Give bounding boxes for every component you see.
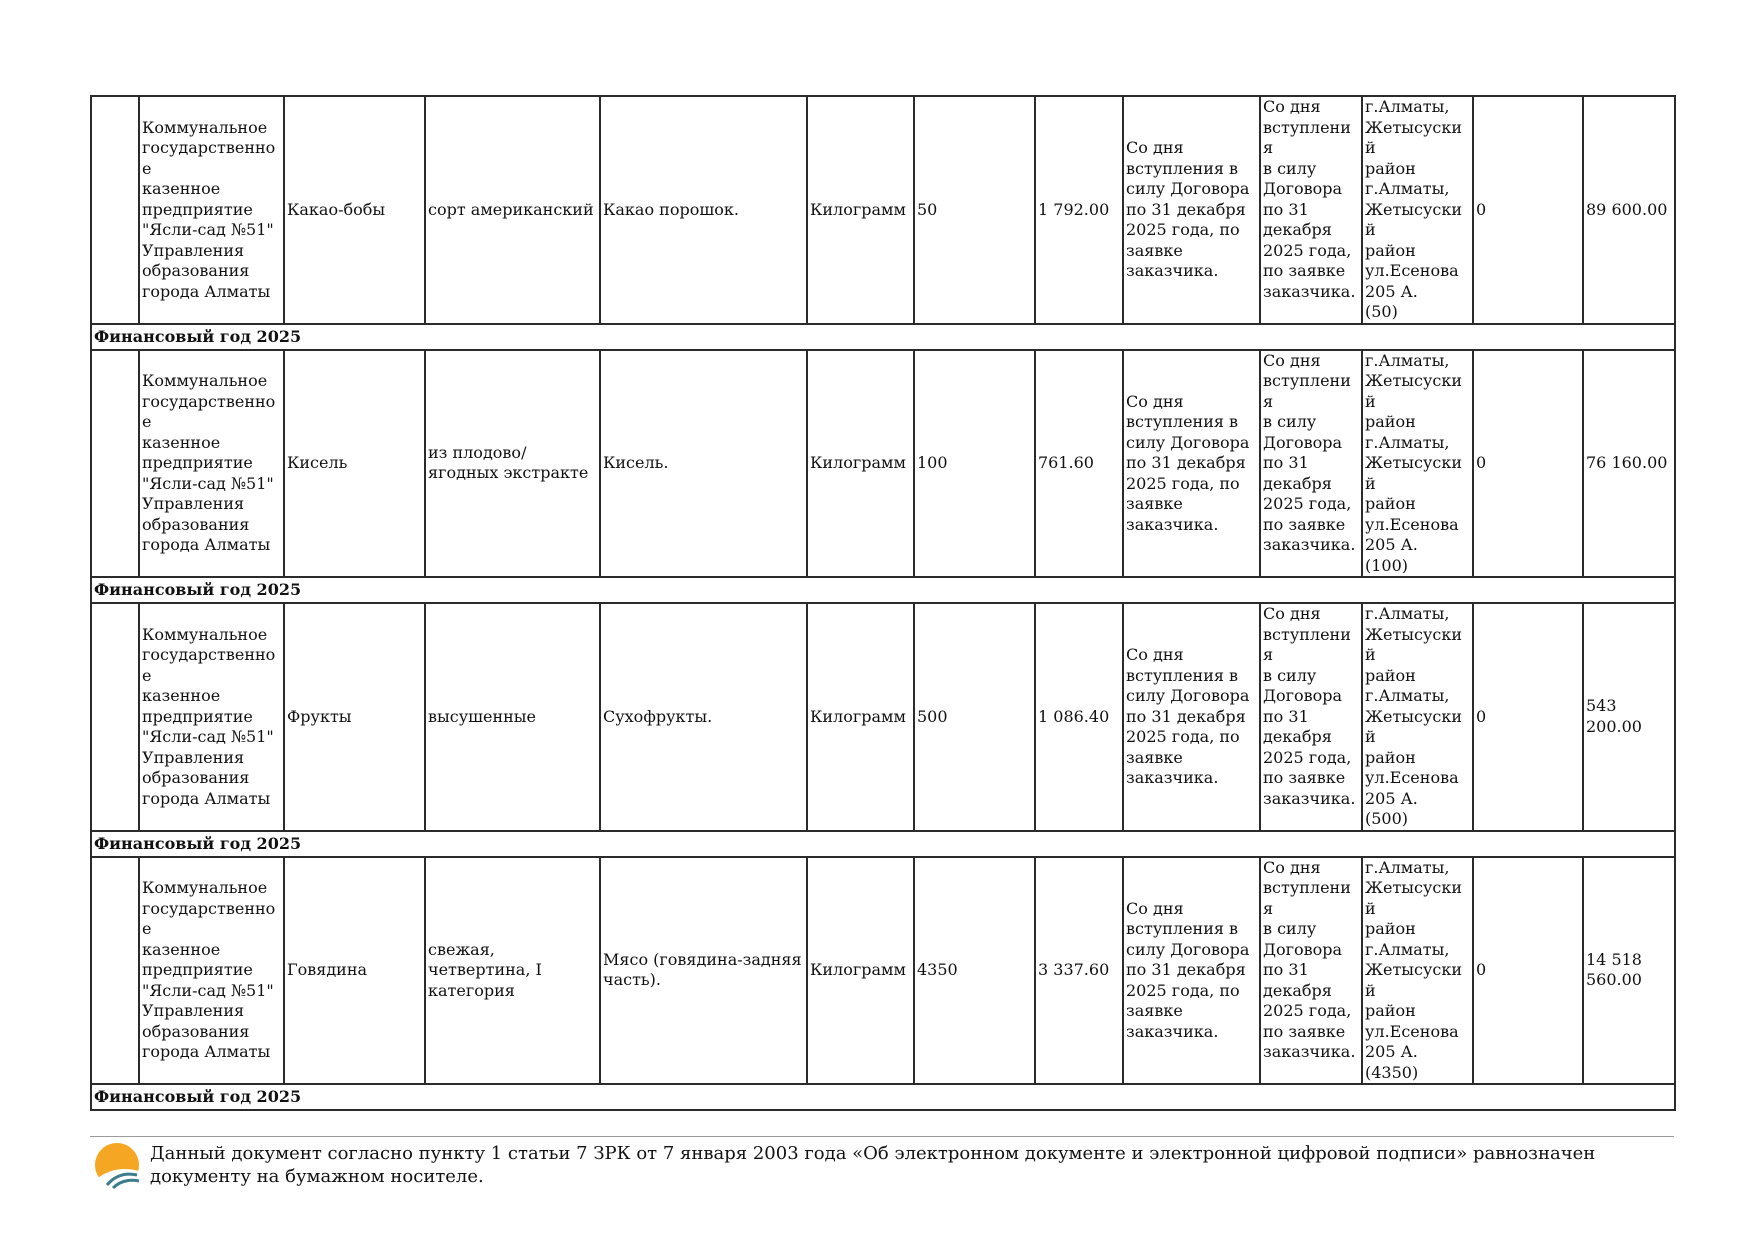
advance-cell: 0	[1473, 96, 1583, 324]
item-name-cell: Кисель	[284, 350, 425, 578]
unit-cell: Килограмм	[807, 603, 914, 831]
financial-year-row	[91, 577, 1675, 603]
item-name-cell: Какао-бобы	[284, 96, 425, 324]
unit-cell: Килограмм	[807, 96, 914, 324]
unit-cell: Килограмм	[807, 350, 914, 578]
row-number-cell	[91, 96, 139, 324]
financial-year-label: Финансовый год 2025	[91, 324, 1675, 350]
delivery-place-cell: г.Алматы, Жетысуский район г.Алматы, Жетысуский район ул.Есенова 205 А. (4350)	[1362, 857, 1473, 1085]
customer-cell: Коммунальное государственное казенное предприятие "Ясли-сад №51" Управления образования города Алматы	[139, 96, 284, 324]
footer-legal-notice: Данный документ согласно пункту 1 статьи 7 ЗРК от 7 января 2003 года «Об электронном документе и электронной цифровой подписи» равнозначен документу на бумажном носителе.	[150, 1143, 1596, 1187]
extra-characteristic-cell: Мясо (говядина-задняя часть).	[600, 857, 807, 1085]
extra-characteristic-cell: Кисель.	[600, 350, 807, 578]
egov-sun-logo-icon	[93, 1141, 143, 1191]
extra-characteristic-cell: Какао порошок.	[600, 96, 807, 324]
financial-year-row	[91, 1084, 1675, 1110]
delivery-place-cell: г.Алматы, Жетысуский район г.Алматы, Жетысуский район ул.Есенова 205 А. (100)	[1362, 350, 1473, 578]
advance-cell: 0	[1473, 857, 1583, 1085]
table-row	[91, 350, 1675, 578]
delivery-term-cell: Со дня вступления в силу Договора по 31 декабря 2025 года, по заявке заказчика.	[1260, 857, 1362, 1085]
table-row	[91, 857, 1675, 1085]
financial-year-label: Финансовый год 2025	[91, 831, 1675, 857]
extra-characteristic-cell: Сухофрукты.	[600, 603, 807, 831]
quantity-cell: 4350	[914, 857, 1035, 1085]
table-row	[91, 96, 1675, 324]
price-cell: 3 337.60	[1035, 857, 1123, 1085]
procurement-table	[90, 95, 1676, 1111]
total-cell: 14 518 560.00	[1583, 857, 1675, 1085]
price-cell: 1 792.00	[1035, 96, 1123, 324]
item-name-cell: Говядина	[284, 857, 425, 1085]
unit-cell: Килограмм	[807, 857, 914, 1085]
delivery-term-cell: Со дня вступления в силу Договора по 31 декабря 2025 года, по заявке заказчика.	[1260, 350, 1362, 578]
row-number-cell	[91, 857, 139, 1085]
row-number-cell	[91, 350, 139, 578]
price-cell: 761.60	[1035, 350, 1123, 578]
term-cell: Со дня вступления в силу Договора по 31 декабря 2025 года, по заявке заказчика.	[1123, 350, 1260, 578]
quantity-cell: 50	[914, 96, 1035, 324]
characteristic-cell: высушенные	[425, 603, 600, 831]
quantity-cell: 100	[914, 350, 1035, 578]
footer-divider	[90, 1136, 1674, 1137]
total-cell: 89 600.00	[1583, 96, 1675, 324]
customer-cell: Коммунальное государственное казенное предприятие "Ясли-сад №51" Управления образования города Алматы	[139, 603, 284, 831]
total-cell: 543 200.00	[1583, 603, 1675, 831]
quantity-cell: 500	[914, 603, 1035, 831]
price-cell: 1 086.40	[1035, 603, 1123, 831]
financial-year-label: Финансовый год 2025	[91, 1084, 1675, 1110]
financial-year-row	[91, 831, 1675, 857]
item-name-cell: Фрукты	[284, 603, 425, 831]
term-cell: Со дня вступления в силу Договора по 31 декабря 2025 года, по заявке заказчика.	[1123, 857, 1260, 1085]
total-cell: 76 160.00	[1583, 350, 1675, 578]
row-number-cell	[91, 603, 139, 831]
customer-cell: Коммунальное государственное казенное предприятие "Ясли-сад №51" Управления образования города Алматы	[139, 857, 284, 1085]
characteristic-cell: из плодово/ ягодных экстракте	[425, 350, 600, 578]
customer-cell: Коммунальное государственное казенное предприятие "Ясли-сад №51" Управления образования города Алматы	[139, 350, 284, 578]
financial-year-label: Финансовый год 2025	[91, 577, 1675, 603]
advance-cell: 0	[1473, 350, 1583, 578]
table-row	[91, 603, 1675, 831]
term-cell: Со дня вступления в силу Договора по 31 декабря 2025 года, по заявке заказчика.	[1123, 96, 1260, 324]
characteristic-cell: свежая, четвертина, I категория	[425, 857, 600, 1085]
advance-cell: 0	[1473, 603, 1583, 831]
delivery-term-cell: Со дня вступления в силу Договора по 31 декабря 2025 года, по заявке заказчика.	[1260, 603, 1362, 831]
delivery-place-cell: г.Алматы, Жетысуский район г.Алматы, Жетысуский район ул.Есенова 205 А. (50)	[1362, 96, 1473, 324]
characteristic-cell: сорт американский	[425, 96, 600, 324]
term-cell: Со дня вступления в силу Договора по 31 декабря 2025 года, по заявке заказчика.	[1123, 603, 1260, 831]
financial-year-row	[91, 324, 1675, 350]
delivery-term-cell: Со дня вступления в силу Договора по 31 декабря 2025 года, по заявке заказчика.	[1260, 96, 1362, 324]
delivery-place-cell: г.Алматы, Жетысуский район г.Алматы, Жетысуский район ул.Есенова 205 А. (500)	[1362, 603, 1473, 831]
